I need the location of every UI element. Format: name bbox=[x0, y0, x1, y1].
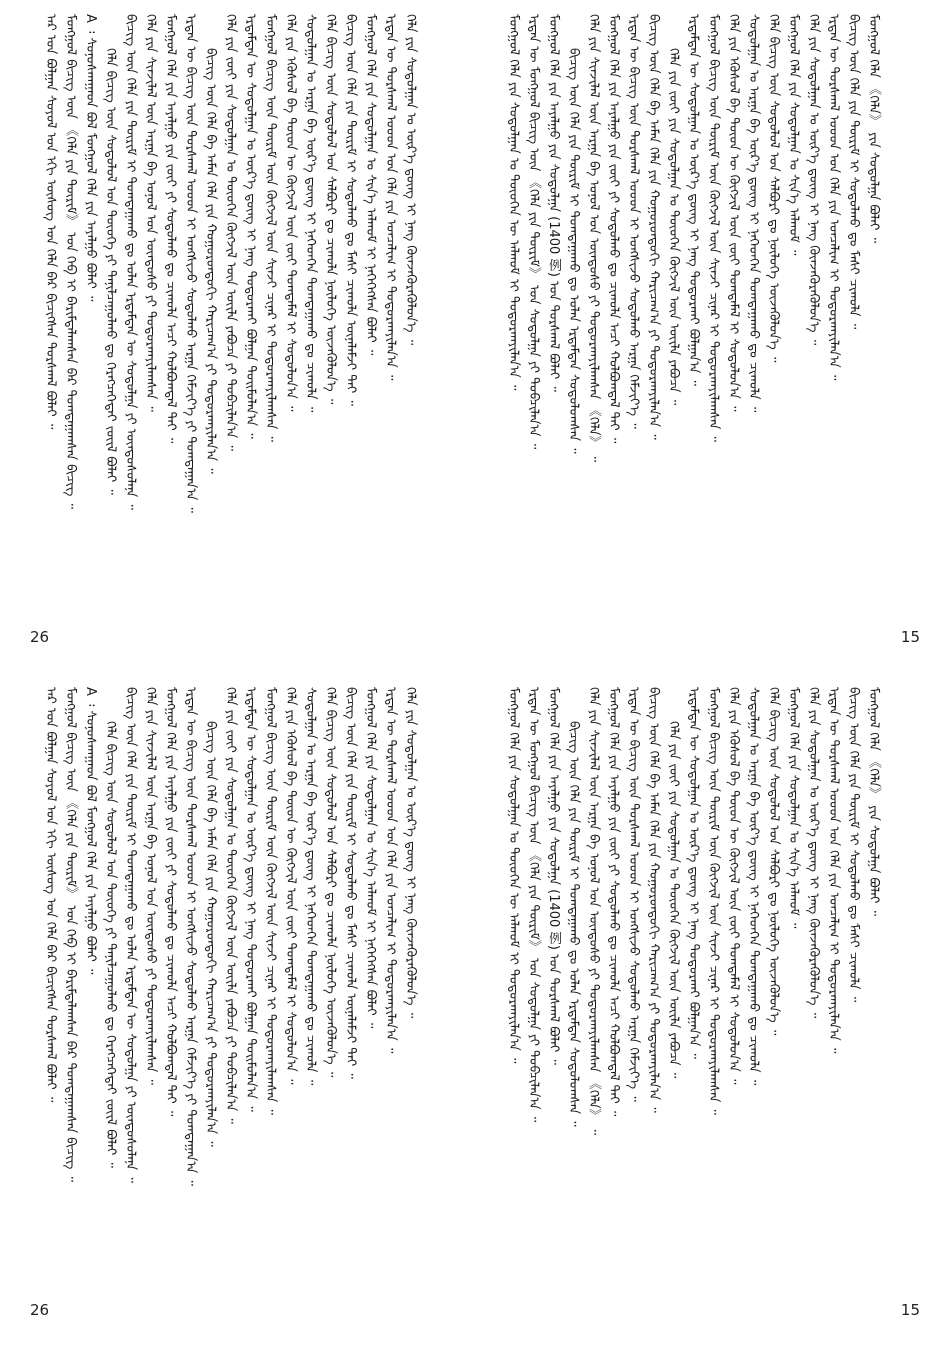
text-column bbox=[80, 687, 100, 1297]
text-column bbox=[783, 687, 803, 1297]
text-column bbox=[663, 687, 683, 1297]
text-column bbox=[783, 14, 803, 624]
text-line: ᠮᠣᠩᠭᠣᠯ ᠬᠡᠯᠡ 《ᠬᠡᠯᠡ》 ᠶᠢᠨ ᠰᠤᠳᠤᠯᠭᠠ ᠪᠣᠯᠠᠢ ᠃ bbox=[866, 14, 881, 244]
text-column bbox=[360, 14, 380, 624]
text-column bbox=[543, 14, 563, 624]
page-number: 26 bbox=[30, 1301, 50, 1319]
text-column bbox=[803, 687, 823, 1297]
text-column bbox=[823, 14, 843, 624]
text-line: ᠬᠡᠯᠡ ᠶᠢᠨ ᠵᠦᠢ ᠶᠢᠨ ᠰᠤᠳᠤᠯᠭᠠᠨ ᠤ ᠲᠦᠦᠬᠡᠨ ᠬᠦᠭᠵᠢᠯ ᠦᠨ ᠦᠢᠯᠡ ᠶᠠᠪᠤᠴᠠ ᠃ bbox=[666, 721, 681, 1079]
text-column bbox=[723, 14, 743, 624]
text-line: ᠮᠣᠩᠭᠣᠯ ᠪᠢᠴᠢᠭ ᠦᠨ 《ᠬᠡᠯᠡ ᠶᠢᠨ ᠳᠦᠷᠢᠮ》 ᠤᠨ ᠬᠡᠪ ᠢ ᠪᠠᠷᠢᠮᠳᠠᠯᠠᠭᠰᠠᠨ ᠪᠡᠷ ᠲᠣᠭᠲᠠᠭᠠᠭᠰᠠᠨ ᠪᠢᠴᠢᠭ ᠃ bbox=[63, 14, 78, 510]
text-line: ᠬᠡᠯᠡ ᠶᠢᠨ ᠡᠭᠦᠰᠦᠯ ᠪᠠ ᠲᠦᠦᠨ ᠦ ᠬᠦᠭᠵᠢᠯ ᠦᠨ ᠵᠦᠢ ᠲᠣᠭᠲᠠᠮᠠᠯ ᠢ ᠰᠤᠳᠤᠯᠤᠨ᠎ᠠ ᠃ bbox=[726, 14, 741, 412]
text-column bbox=[140, 687, 160, 1297]
text-line: ᠪᠢᠴᠢᠭ ᠦᠨ ᠬᠡᠯᠡ ᠪᠠ ᠠᠮᠠᠨ ᠬᠡᠯᠡ ᠶᠢᠨ ᠬᠣᠭᠣᠷᠣᠨᠳᠣᠬᠢ ᠬᠠᠷᠢᠴᠠᠭ᠎ᠠ ᠶᠢ ᠲᠣᠳᠣᠷᠬᠠᠶᠢᠯᠠᠨ᠎ᠠ ᠃ bbox=[203, 48, 218, 474]
text-line: ᠬᠡᠯᠡ ᠶᠢᠨ ᠰᠤᠳᠤᠯᠭᠠᠨ ᠤ ᠦᠷ᠎ᠡ ᠳ᠋ᠦᠩ ᠢ ᠨᠡᠩ ᠭᠦᠨᠵᠡᠭᠦᠷᠡᠭᠦᠯᠦᠨ᠎ᠡ ᠃ bbox=[806, 14, 821, 346]
text-line: ᠬᠡᠯᠡ ᠶᠢᠨ ᠡᠭᠦᠰᠦᠯ ᠪᠠ ᠲᠦᠦᠨ ᠦ ᠬᠦᠭᠵᠢᠯ ᠦᠨ ᠵᠦᠢ ᠲᠣᠭᠲᠠᠮᠠᠯ ᠢ ᠰᠤᠳᠤᠯᠤᠨ᠎ᠠ ᠃ bbox=[726, 687, 741, 1085]
text-column bbox=[503, 687, 523, 1297]
text-line: ᠡᠷᠲᠡᠨ ᠦ ᠮᠣᠩᠭᠣᠯ ᠪᠢᠴᠢᠭ ᠦᠨ 《ᠬᠡᠯᠡ ᠶᠢᠨ ᠳᠦᠷᠢᠮ》 ᠤᠨ ᠰᠤᠳᠤᠯᠭᠠ ᠶᠢ ᠲᠣᠪᠴᠢᠯᠠᠨ᠎ᠠ ᠃ bbox=[526, 687, 541, 1123]
text-column bbox=[240, 687, 260, 1297]
text-line: ᠬᠡᠯᠡ ᠶᠢᠨ ᠰᠢᠨᠵᠢᠯᠡᠯ ᠦᠨ ᠠᠷᠭᠠ ᠪᠠ ᠣᠨᠣᠯ ᠤᠨ ᠦᠨᠳᠦᠰᠦ ᠶᠢ ᠲᠣᠳᠣᠷᠬᠠᠶᠢᠯᠠᠭᠰᠠᠨ ᠃ bbox=[143, 14, 158, 412]
text-line: ᠮᠣᠩᠭᠣᠯ ᠪᠢᠴᠢᠭ ᠦᠨ ᠳᠦᠷᠢᠮ ᠦᠨ ᠬᠦᠭᠵᠢᠯ ᠦᠨ ᠰᠢᠨᠵᠢ ᠴᠢᠨᠠᠷ ᠢ ᠲᠣᠳᠣᠷᠬᠠᠶᠢᠯᠠᠭᠰᠠᠨ ᠃ bbox=[263, 687, 278, 1115]
text-column bbox=[663, 14, 683, 624]
text-line: ᠪᠢᠴᠢᠭ ᠦᠨ ᠬᠡᠯᠡ ᠪᠠ ᠠᠮᠠᠨ ᠬᠡᠯᠡ ᠶᠢᠨ ᠬᠣᠭᠣᠷᠣᠨᠳᠣᠬᠢ ᠬᠠᠷᠢᠴᠠᠭ᠎ᠠ ᠶᠢ ᠲᠣᠳᠣᠷᠬᠠᠶᠢᠯᠠᠨ᠎ᠠ ᠃ bbox=[646, 687, 661, 1113]
text-line: ᠬᠡᠯᠡ ᠶᠢᠨ ᠵᠦᠢ ᠶᠢᠨ ᠰᠤᠳᠤᠯᠭᠠᠨ ᠤ ᠲᠦᠦᠬᠡᠨ ᠬᠦᠭᠵᠢᠯ ᠦᠨ ᠦᠢᠯᠡ ᠶᠠᠪᠤᠴᠠ ᠶᠢ ᠲᠣᠪᠴᠢᠯᠠᠨ᠎ᠠ ᠃ bbox=[223, 687, 238, 1124]
text-line: ᠮᠣᠩᠭᠣᠯ ᠪᠢᠴᠢᠭ ᠦᠨ 《ᠬᠡᠯᠡ ᠶᠢᠨ ᠳᠦᠷᠢᠮ》 ᠤᠨ ᠬᠡᠪ ᠢ ᠪᠠᠷᠢᠮᠳᠠᠯᠠᠭᠰᠠᠨ ᠪᠡᠷ ᠲᠣᠭᠲᠠᠭᠠᠭᠰᠠᠨ ᠪᠢᠴᠢᠭ ᠃ bbox=[63, 687, 78, 1183]
text-column bbox=[160, 14, 180, 624]
text-line: ᠠᠷ ᠤᠨ ᠪᠣᠯᠭᠠᠨ ᠰᠣᠶᠣᠯ ᠤᠨ ᠡᠬᠢ ᠦᠰᠦᠭ ᠤᠨ ᠬᠡᠯᠡ ᠪᠡᠷ ᠪᠢᠴᠢᠭᠰᠡᠨ ᠳᠤᠷᠰᠬᠠᠯ ᠪᠣᠯᠠᠢ ᠃ bbox=[43, 687, 58, 1103]
text-column bbox=[863, 14, 883, 624]
text-line: ᠮᠣᠩᠭᠣᠯ ᠪᠢᠴᠢᠭ ᠦᠨ ᠳᠦᠷᠢᠮ ᠦᠨ ᠬᠦᠭᠵᠢᠯ ᠦᠨ ᠰᠢᠨᠵᠢ ᠴᠢᠨᠠᠷ ᠢ ᠲᠣᠳᠣᠷᠬᠠᠶᠢᠯᠠᠭᠰᠠᠨ ᠃ bbox=[706, 687, 721, 1115]
text-column bbox=[763, 687, 783, 1297]
text-column bbox=[583, 687, 603, 1297]
text-column bbox=[340, 14, 360, 624]
text-line: ᠪᠢᠴᠢᠭ ᠦᠨ ᠬᠡᠯᠡ ᠶᠢᠨ ᠳᠦᠷᠢᠮ ᠢ ᠰᠤᠳᠤᠯᠬᠤ ᠳᠤ ᠮᠠᠰᠢ ᠴᠢᠬᠤᠯᠠ ᠃ bbox=[846, 687, 861, 1003]
text-column bbox=[300, 687, 320, 1297]
text-line: ᠬᠡᠯᠡ ᠶᠢᠨ ᠰᠢᠨᠵᠢᠯᠡᠯ ᠦᠨ ᠠᠷᠭᠠ ᠪᠠ ᠣᠨᠣᠯ ᠤᠨ ᠦᠨᠳᠦᠰᠦ ᠶᠢ ᠲᠣᠳᠣᠷᠬᠠᠶᠢᠯᠠᠭᠰᠠᠨ 《ᠬᠡᠯᠡ》 ᠃ bbox=[586, 687, 601, 1136]
text-column bbox=[723, 687, 743, 1297]
text-line: ᠬᠡᠯᠡ ᠶᠢᠨ ᠰᠢᠨᠵᠢᠯᠡᠯ ᠦᠨ ᠠᠷᠭᠠ ᠪᠠ ᠣᠨᠣᠯ ᠤᠨ ᠦᠨᠳᠦᠰᠦ ᠶᠢ ᠲᠣᠳᠣᠷᠬᠠᠶᠢᠯᠠᠭᠰᠠᠨ ᠃ bbox=[143, 687, 158, 1085]
text-column bbox=[280, 687, 300, 1297]
text-column bbox=[220, 14, 240, 624]
text-column bbox=[320, 687, 340, 1297]
text-column bbox=[703, 687, 723, 1297]
text-line: ᠡᠷᠲᠡᠨ ᠦ ᠮᠣᠩᠭᠣᠯ ᠪᠢᠴᠢᠭ ᠦᠨ 《ᠬᠡᠯᠡ ᠶᠢᠨ ᠳᠦᠷᠢᠮ》 ᠤᠨ ᠰᠤᠳᠤᠯᠭᠠ ᠶᠢ ᠲᠣᠪᠴᠢᠯᠠᠨ᠎ᠠ ᠃ bbox=[526, 14, 541, 450]
text-column bbox=[643, 14, 663, 624]
text-column bbox=[823, 687, 843, 1297]
text-columns bbox=[40, 14, 450, 624]
text-line: ᠰᠤᠳᠤᠯᠭᠠᠨ ᠤ ᠠᠷᠭᠠ ᠪᠠ ᠦᠷ᠎ᠡ ᠳ᠋ᠦᠩ ᠢ ᠨᠡᠭᠡᠳᠬᠡᠨ ᠲᠣᠭᠲᠠᠭᠠᠬᠤ ᠳᠤ ᠴᠢᠬᠤᠯᠠ ᠃ bbox=[746, 14, 761, 413]
text-column bbox=[100, 14, 120, 624]
text-column bbox=[140, 14, 160, 624]
text-column bbox=[100, 687, 120, 1297]
spread-bottom bbox=[0, 673, 950, 1345]
text-column bbox=[683, 687, 703, 1297]
text-line: ᠮᠣᠩᠭᠣᠯ ᠬᠡᠯᠡ ᠶᠢᠨ ᠰᠤᠳᠤᠯᠭᠠᠨ ᠤ ᠰᠢᠨ᠎ᠡ ᠠᠯᠬᠤᠮ ᠃ bbox=[786, 687, 801, 929]
text-column bbox=[563, 687, 583, 1297]
text-line: ᠡᠷᠲᠡᠨ ᠦ ᠳᠤᠷᠰᠬᠠᠯ ᠤᠤᠳ ᠤᠨ ᠬᠡᠯᠡ ᠶᠢᠨ ᠣᠨᠴᠠᠯᠢᠭ ᠢ ᠲᠣᠳᠣᠷᠬᠠᠶᠢᠯᠠᠨ᠎ᠠ ᠃ bbox=[826, 14, 841, 381]
text-column bbox=[623, 687, 643, 1297]
text-column bbox=[843, 14, 863, 624]
text-column bbox=[743, 14, 763, 624]
text-column bbox=[643, 687, 663, 1297]
text-line: ᠮᠣᠩᠭᠣᠯ ᠬᠡᠯᠡ ᠶᠢᠨ ᠠᠶᠠᠯᠭᠤ ᠶᠢᠨ ᠵᠦᠢ ᠶᠢ ᠰᠤᠳᠤᠯᠬᠤ ᠳᠤ ᠴᠢᠬᠤᠯᠠ ᠠᠴᠢ ᠬᠣᠯᠪᠣᠭᠳᠠᠯ ᠲᠠᠢ ᠃ bbox=[606, 14, 621, 444]
text-column bbox=[523, 687, 543, 1297]
text-column bbox=[400, 687, 420, 1297]
text-line: ᠮᠣᠩᠭᠣᠯ ᠬᠡᠯᠡ ᠶᠢᠨ ᠰᠤᠳᠤᠯᠭᠠᠨ ᠤ ᠲᠦᠦᠬᠡᠨ ᠦ ᠠᠯᠬᠤᠮ ᠢ ᠲᠣᠳᠣᠷᠬᠠᠶᠢᠯᠠᠨ᠎ᠠ ᠃ bbox=[506, 14, 521, 391]
text-line: ᠬᠡᠯᠡ ᠶᠢᠨ ᠵᠦᠢ ᠶᠢᠨ ᠰᠤᠳᠤᠯᠭᠠᠨ ᠤ ᠲᠦᠦᠬᠡᠨ ᠬᠦᠭᠵᠢᠯ ᠦᠨ ᠦᠢᠯᠡ ᠶᠠᠪᠤᠴᠠ ᠃ bbox=[666, 48, 681, 406]
text-column bbox=[260, 14, 280, 624]
page-number: 15 bbox=[900, 628, 920, 646]
text-column bbox=[340, 687, 360, 1297]
page-number: 26 bbox=[30, 628, 50, 646]
text-line: ᠪᠢᠴᠢᠭ ᠦᠨ ᠬᠡᠯᠡ ᠪᠠ ᠠᠮᠠᠨ ᠬᠡᠯᠡ ᠶᠢᠨ ᠬᠣᠭᠣᠷᠣᠨᠳᠣᠬᠢ ᠬᠠᠷᠢᠴᠠᠭ᠎ᠠ ᠶᠢ ᠲᠣᠳᠣᠷᠬᠠᠶᠢᠯᠠᠨ᠎ᠠ ᠃ bbox=[646, 14, 661, 440]
spread-top bbox=[0, 0, 950, 672]
text-line: ᠰᠤᠳᠤᠯᠭᠠᠨ ᠤ ᠠᠷᠭᠠ ᠪᠠ ᠦᠷ᠎ᠡ ᠳ᠋ᠦᠩ ᠢ ᠨᠡᠭᠡᠳᠬᠡᠨ ᠲᠣᠭᠲᠠᠭᠠᠬᠤ ᠳᠤ ᠴᠢᠬᠤᠯᠠ ᠃ bbox=[303, 14, 318, 413]
text-line: ᠮᠣᠩᠭᠣᠯ ᠬᠡᠯᠡ ᠶᠢᠨ ᠰᠤᠳᠤᠯᠭᠠᠨ ᠤ ᠲᠦᠦᠬᠡᠨ ᠦ ᠠᠯᠬᠤᠮ ᠢ ᠲᠣᠳᠣᠷᠬᠠᠶᠢᠯᠠᠨ᠎ᠠ ᠃ bbox=[506, 687, 521, 1064]
text-line: ᠬᠡᠯᠡ ᠪᠢᠴᠢᠭ ᠦᠨ ᠰᠤᠳᠤᠯᠤᠯ ᠤᠨ ᠰᠠᠯᠪᠤᠷᠢ ᠳᠤ ᠨᠥᠯᠦᠭᠡ ᠦᠵᠡᠭᠦᠯᠦᠨ᠎ᠡ ᠃ bbox=[766, 14, 781, 363]
text-column bbox=[683, 14, 703, 624]
text-column bbox=[240, 14, 260, 624]
text-line: ᠮᠣᠩᠭᠣᠯ ᠬᠡᠯᠡ ᠶᠢᠨ ᠠᠶᠠᠯᠭᠤ ᠶᠢᠨ ᠵᠦᠢ ᠶᠢ ᠰᠤᠳᠤᠯᠬᠤ ᠳᠤ ᠴᠢᠬᠤᠯᠠ ᠠᠴᠢ ᠬᠣᠯᠪᠣᠭᠳᠠᠯ ᠲᠠᠢ ᠃ bbox=[163, 14, 178, 444]
text-line: ᠪᠢᠴᠢᠭ ᠦᠨ ᠬᠡᠯᠡ ᠶᠢᠨ ᠳᠦᠷᠢᠮ ᠢ ᠲᠣᠭᠲᠠᠭᠠᠬᠤ ᠳᠤ ᠣᠯᠠᠨ ᠡᠷᠳᠡᠮᠲᠡᠨ ᠰᠤᠳᠤᠯᠤᠭᠰᠠᠨ ᠃ bbox=[566, 721, 581, 1127]
text-line: ᠬᠡᠯᠡ ᠶᠢᠨ ᠰᠤᠳᠤᠯᠭᠠᠨ ᠤ ᠦᠷ᠎ᠡ ᠳ᠋ᠦᠩ ᠢ ᠨᠡᠩ ᠭᠦᠨᠵᠡᠭᠦᠷᠡᠭᠦᠯᠦᠨ᠎ᠡ ᠃ bbox=[403, 14, 418, 346]
text-line: A ᠄ ᠰᠣᠨᠣᠰᠬᠠᠭᠠᠳ ᠪᠣᠯ ᠮᠣᠩᠭᠣᠯ ᠬᠡᠯᠡ ᠶᠢᠨ ᠠᠶᠠᠯᠭᠤ ᠪᠣᠯᠠᠢ ᠃ bbox=[83, 687, 98, 975]
text-column bbox=[543, 687, 563, 1297]
text-line: ᠮᠣᠩᠭᠣᠯ ᠪᠢᠴᠢᠭ ᠦᠨ ᠳᠦᠷᠢᠮ ᠦᠨ ᠬᠦᠭᠵᠢᠯ ᠦᠨ ᠰᠢᠨᠵᠢ ᠴᠢᠨᠠᠷ ᠢ ᠲᠣᠳᠣᠷᠬᠠᠶᠢᠯᠠᠭᠰᠠᠨ ᠃ bbox=[263, 14, 278, 442]
text-column bbox=[80, 14, 100, 624]
text-column bbox=[400, 14, 420, 624]
text-column bbox=[260, 687, 280, 1297]
text-column bbox=[60, 14, 80, 624]
text-line: ᠮᠣᠩᠭᠣᠯ ᠬᠡᠯᠡ ᠶᠢᠨ ᠰᠤᠳᠤᠯᠭᠠᠨ ᠤ ᠰᠢᠨ᠎ᠡ ᠠᠯᠬᠤᠮ ᠃ bbox=[786, 14, 801, 256]
text-column bbox=[40, 687, 60, 1297]
page-15-top bbox=[475, 0, 950, 672]
text-column bbox=[763, 14, 783, 624]
text-column bbox=[703, 14, 723, 624]
text-column bbox=[623, 14, 643, 624]
text-line: ᠬᠡᠯᠡ ᠪᠢᠴᠢᠭ ᠦᠨ ᠰᠤᠳᠤᠯᠤᠯ ᠤᠨ ᠰᠠᠯᠪᠤᠷᠢ ᠳᠤ ᠴᠢᠬᠤᠯᠠ ᠨᠥᠯᠦᠭᠡ ᠦᠵᠡᠭᠦᠯᠦᠨ᠎ᠡ ᠃ bbox=[323, 14, 338, 405]
text-line: ᠪᠢᠴᠢᠭ ᠦᠨ ᠬᠡᠯᠡ ᠶᠢᠨ ᠳᠦᠷᠢᠮ ᠢ ᠲᠣᠭᠲᠠᠭᠠᠬᠤ ᠳᠤ ᠣᠯᠠᠨ ᠡᠷᠳᠡᠮᠲᠡᠨ ᠦ ᠰᠤᠳᠤᠯᠭᠠ ᠶᠢ ᠦᠨᠳᠦᠰᠦᠯᠡᠨᠡ ᠃ bbox=[123, 14, 138, 510]
text-line: ᠡᠷᠳᠡᠮᠲᠡᠨ ᠦ ᠰᠤᠳᠤᠯᠭᠠᠨ ᠤ ᠦᠷ᠎ᠡ ᠳ᠋ᠦᠩ ᠢ ᠨᠡᠩ ᠲᠣᠳᠣᠷᠬᠠᠢ ᠪᠣᠯᠭᠠᠨ᠎ᠠ ᠃ bbox=[686, 14, 701, 386]
text-column bbox=[320, 14, 340, 624]
text-column bbox=[503, 14, 523, 624]
text-column bbox=[180, 14, 200, 624]
text-line: ᠮᠣᠩᠭᠣᠯ ᠬᠡᠯᠡ ᠶᠢᠨ ᠰᠤᠳᠤᠯᠭᠠᠨ ᠤ ᠰᠢᠨ᠎ᠡ ᠠᠯᠬᠤᠮ ᠢ ᠨᠡᠭᠡᠭᠡᠭᠰᠡᠨ ᠪᠣᠯᠠᠢ ᠃ bbox=[363, 14, 378, 356]
text-column bbox=[603, 687, 623, 1297]
text-column bbox=[60, 687, 80, 1297]
text-line: ᠬᠡᠯᠡ ᠪᠢᠴᠢᠭ ᠦᠨ ᠰᠤᠳᠤᠯᠤᠯ ᠤᠨ ᠰᠠᠯᠪᠤᠷᠢ ᠳᠤ ᠨᠥᠯᠦᠭᠡ ᠦᠵᠡᠭᠦᠯᠦᠨ᠎ᠡ ᠃ bbox=[766, 687, 781, 1036]
text-line: ᠮᠣᠩᠭᠣᠯ ᠬᠡᠯᠡ ᠶᠢᠨ ᠰᠤᠳᠤᠯᠭᠠᠨ ᠤ ᠰᠢᠨ᠎ᠡ ᠠᠯᠬᠤᠮ ᠢ ᠨᠡᠭᠡᠭᠡᠭᠰᠡᠨ ᠪᠣᠯᠠᠢ ᠃ bbox=[363, 687, 378, 1029]
text-column bbox=[280, 14, 300, 624]
text-column bbox=[160, 687, 180, 1297]
page-15-bottom bbox=[475, 673, 950, 1345]
text-line: ᠬᠡᠯᠡ ᠶᠢᠨ ᠵᠦᠢ ᠶᠢᠨ ᠰᠤᠳᠤᠯᠭᠠᠨ ᠤ ᠲᠦᠦᠬᠡᠨ ᠬᠦᠭᠵᠢᠯ ᠦᠨ ᠦᠢᠯᠡ ᠶᠠᠪᠤᠴᠠ ᠶᠢ ᠲᠣᠪᠴᠢᠯᠠᠨ᠎ᠠ ᠃ bbox=[223, 14, 238, 451]
text-column bbox=[220, 687, 240, 1297]
text-line: ᠬᠡᠯᠡ ᠶᠢᠨ ᠰᠤᠳᠤᠯᠭᠠᠨ ᠤ ᠦᠷ᠎ᠡ ᠳ᠋ᠦᠩ ᠢ ᠨᠡᠩ ᠭᠦᠨᠵᠡᠭᠦᠷᠡᠭᠦᠯᠦᠨ᠎ᠡ ᠃ bbox=[403, 687, 418, 1019]
text-line: ᠬᠡᠯᠡ ᠶᠢᠨ ᠡᠭᠦᠰᠦᠯ ᠪᠠ ᠲᠦᠦᠨ ᠦ ᠬᠦᠭᠵᠢᠯ ᠦᠨ ᠵᠦᠢ ᠲᠣᠭᠲᠠᠮᠠᠯ ᠢ ᠰᠤᠳᠤᠯᠤᠨ᠎ᠠ ᠃ bbox=[283, 14, 298, 412]
text-line: ᠬᠡᠯᠡ ᠪᠢᠴᠢᠭ ᠦᠨ ᠰᠤᠳᠤᠯᠤᠯ ᠤᠨ ᠲᠦᠦᠬᠡ ᠶᠢ ᠲᠠᠨᠢᠯᠴᠠᠭᠤᠯᠬᠤ ᠳᠤ ᠬᠡᠷᠡᠭᠴᠡᠭᠡᠲᠡᠢ ᠵᠦᠢᠯ ᠪᠣᠯᠠᠢ ᠃ bbox=[103, 48, 118, 495]
text-line: A ᠄ ᠰᠣᠨᠣᠰᠬᠠᠭᠠᠳ ᠪᠣᠯ ᠮᠣᠩᠭᠣᠯ ᠬᠡᠯᠡ ᠶᠢᠨ ᠠᠶᠠᠯᠭᠤ ᠪᠣᠯᠠᠢ ᠃ bbox=[83, 14, 98, 302]
text-column bbox=[180, 687, 200, 1297]
text-line: ᠪᠢᠴᠢᠭ ᠦᠨ ᠬᠡᠯᠡ ᠶᠢᠨ ᠳᠦᠷᠢᠮ ᠢ ᠰᠤᠳᠤᠯᠬᠤ ᠳᠤ ᠮᠠᠰᠢ ᠴᠢᠬᠤᠯᠠ ᠃ bbox=[846, 14, 861, 330]
text-column bbox=[300, 14, 320, 624]
text-line: ᠡᠷᠲᠡᠨ ᠦ ᠪᠢᠴᠢᠭ ᠦᠨ ᠳᠤᠷᠰᠬᠠᠯ ᠤᠤᠳ ᠢ ᠤᠩᠰᠢᠵᠤ ᠰᠤᠳᠤᠯᠬᠤ ᠠᠷᠭᠠ ᠬᠡᠮᠵᠢᠶ᠎ᠡ ᠶᠢ ᠲᠣᠭᠲᠠᠭᠠᠨ᠎ᠠ ᠃ bbox=[183, 14, 198, 513]
text-line: ᠡᠷᠲᠡᠨ ᠦ ᠪᠢᠴᠢᠭ ᠦᠨ ᠳᠤᠷᠰᠬᠠᠯ ᠤᠤᠳ ᠢ ᠤᠩᠰᠢᠵᠤ ᠰᠤᠳᠤᠯᠬᠤ ᠠᠷᠭᠠ ᠬᠡᠮᠵᠢᠶ᠎ᠡ ᠃ bbox=[626, 687, 641, 1102]
text-line: ᠡᠷᠲᠡᠨ ᠦ ᠳᠤᠷᠰᠬᠠᠯ ᠤᠤᠳ ᠤᠨ ᠬᠡᠯᠡ ᠶᠢᠨ ᠣᠨᠴᠠᠯᠢᠭ ᠢ ᠲᠣᠳᠣᠷᠬᠠᠶᠢᠯᠠᠨ᠎ᠠ ᠃ bbox=[383, 14, 398, 381]
text-column bbox=[603, 14, 623, 624]
text-line: ᠬᠡᠯᠡ ᠪᠢᠴᠢᠭ ᠦᠨ ᠰᠤᠳᠤᠯᠤᠯ ᠤᠨ ᠰᠠᠯᠪᠤᠷᠢ ᠳᠤ ᠴᠢᠬᠤᠯᠠ ᠨᠥᠯᠦᠭᠡ ᠦᠵᠡᠭᠦᠯᠦᠨ᠎ᠡ ᠃ bbox=[323, 687, 338, 1078]
text-column bbox=[40, 14, 60, 624]
text-line: ᠡᠷᠲᠡᠨ ᠦ ᠳᠤᠷᠰᠬᠠᠯ ᠤᠤᠳ ᠤᠨ ᠬᠡᠯᠡ ᠶᠢᠨ ᠣᠨᠴᠠᠯᠢᠭ ᠢ ᠲᠣᠳᠣᠷᠬᠠᠶᠢᠯᠠᠨ᠎ᠠ ᠃ bbox=[826, 687, 841, 1054]
text-column bbox=[563, 14, 583, 624]
text-line: ᠡᠷᠳᠡᠮᠲᠡᠨ ᠦ ᠰᠤᠳᠤᠯᠭᠠᠨ ᠤ ᠦᠷ᠎ᠡ ᠳ᠋ᠦᠩ ᠢ ᠨᠡᠩ ᠲᠣᠳᠣᠷᠬᠠᠢ ᠪᠣᠯᠭᠠᠨ ᠲᠣᠢᠮᠣᠯᠠᠨ᠎ᠠ ᠃ bbox=[243, 687, 258, 1112]
text-line: ᠪᠢᠴᠢᠭ ᠦᠨ ᠬᠡᠯᠡ ᠶᠢᠨ ᠳᠦᠷᠢᠮ ᠢ ᠰᠤᠳᠤᠯᠬᠤ ᠳᠤ ᠮᠠᠰᠢ ᠴᠢᠬᠤᠯᠠ ᠦᠨᠡᠯᠡᠮᠵᠢ ᠲᠠᠢ ᠃ bbox=[343, 14, 358, 406]
text-line: ᠡᠷᠲᠡᠨ ᠦ ᠪᠢᠴᠢᠭ ᠦᠨ ᠳᠤᠷᠰᠬᠠᠯ ᠤᠤᠳ ᠢ ᠤᠩᠰᠢᠵᠤ ᠰᠤᠳᠤᠯᠬᠤ ᠠᠷᠭᠠ ᠬᠡᠮᠵᠢᠶ᠎ᠡ ᠃ bbox=[626, 14, 641, 429]
text-column bbox=[380, 687, 400, 1297]
text-column bbox=[120, 687, 140, 1297]
text-line: ᠪᠢᠴᠢᠭ ᠦᠨ ᠬᠡᠯᠡ ᠶᠢᠨ ᠳᠦᠷᠢᠮ ᠢ ᠰᠤᠳᠤᠯᠬᠤ ᠳᠤ ᠮᠠᠰᠢ ᠴᠢᠬᠤᠯᠠ ᠦᠨᠡᠯᠡᠮᠵᠢ ᠲᠠᠢ ᠃ bbox=[343, 687, 358, 1079]
text-column bbox=[843, 687, 863, 1297]
text-line: ᠡᠷᠳᠡᠮᠲᠡᠨ ᠦ ᠰᠤᠳᠤᠯᠭᠠᠨ ᠤ ᠦᠷ᠎ᠡ ᠳ᠋ᠦᠩ ᠢ ᠨᠡᠩ ᠲᠣᠳᠣᠷᠬᠠᠢ ᠪᠣᠯᠭᠠᠨ᠎ᠠ ᠃ bbox=[686, 687, 701, 1059]
text-column bbox=[120, 14, 140, 624]
text-line: ᠪᠢᠴᠢᠭ ᠦᠨ ᠬᠡᠯᠡ ᠶᠢᠨ ᠳᠦᠷᠢᠮ ᠢ ᠲᠣᠭᠲᠠᠭᠠᠬᠤ ᠳᠤ ᠣᠯᠠᠨ ᠡᠷᠳᠡᠮᠲᠡᠨ ᠦ ᠰᠤᠳᠤᠯᠭᠠ ᠶᠢ ᠦᠨᠳᠦᠰᠦᠯᠡᠨᠡ ᠃ bbox=[123, 687, 138, 1183]
text-column bbox=[803, 14, 823, 624]
text-line: ᠡᠷᠳᠡᠮᠲᠡᠨ ᠦ ᠰᠤᠳᠤᠯᠭᠠᠨ ᠤ ᠦᠷ᠎ᠡ ᠳ᠋ᠦᠩ ᠢ ᠨᠡᠩ ᠲᠣᠳᠣᠷᠬᠠᠢ ᠪᠣᠯᠭᠠᠨ ᠲᠣᠢᠮᠣᠯᠠᠨ᠎ᠠ ᠃ bbox=[243, 14, 258, 439]
text-line: ᠪᠢᠴᠢᠭ ᠦᠨ ᠬᠡᠯᠡ ᠶᠢᠨ ᠳᠦᠷᠢᠮ ᠢ ᠲᠣᠭᠲᠠᠭᠠᠬᠤ ᠳᠤ ᠣᠯᠠᠨ ᠡᠷᠳᠡᠮᠲᠡᠨ ᠰᠤᠳᠤᠯᠤᠭᠰᠠᠨ ᠃ bbox=[566, 48, 581, 454]
page-number: 15 bbox=[900, 1301, 920, 1319]
text-line: ᠮᠣᠩᠭᠣᠯ ᠬᠡᠯᠡ ᠶᠢᠨ ᠠᠶᠠᠯᠭᠤ ᠶᠢᠨ ᠵᠦᠢ ᠶᠢ ᠰᠤᠳᠤᠯᠬᠤ ᠳᠤ ᠴᠢᠬᠤᠯᠠ ᠠᠴᠢ ᠬᠣᠯᠪᠣᠭᠳᠠᠯ ᠲᠠᠢ ᠃ bbox=[606, 687, 621, 1117]
page-26-bottom bbox=[0, 673, 475, 1345]
page-26-top bbox=[0, 0, 475, 672]
text-columns bbox=[503, 687, 903, 1297]
text-line: ᠰᠤᠳᠤᠯᠭᠠᠨ ᠤ ᠠᠷᠭᠠ ᠪᠠ ᠦᠷ᠎ᠡ ᠳ᠋ᠦᠩ ᠢ ᠨᠡᠭᠡᠳᠬᠡᠨ ᠲᠣᠭᠲᠠᠭᠠᠬᠤ ᠳᠤ ᠴᠢᠬᠤᠯᠠ ᠃ bbox=[746, 687, 761, 1086]
text-line: ᠮᠣᠩᠭᠣᠯ ᠬᠡᠯᠡ ᠶᠢᠨ ᠠᠶᠠᠯᠭᠤ ᠶᠢᠨ ᠰᠤᠳᠤᠯᠭᠠ (1400 例) ᠤᠨ ᠳᠤᠷᠰᠬᠠᠯ ᠪᠣᠯᠠᠢ ᠃ bbox=[546, 14, 561, 392]
text-columns bbox=[503, 14, 903, 624]
text-line: ᠡᠷᠲᠡᠨ ᠦ ᠪᠢᠴᠢᠭ ᠦᠨ ᠳᠤᠷᠰᠬᠠᠯ ᠤᠤᠳ ᠢ ᠤᠩᠰᠢᠵᠤ ᠰᠤᠳᠤᠯᠬᠤ ᠠᠷᠭᠠ ᠬᠡᠮᠵᠢᠶ᠎ᠡ ᠶᠢ ᠲᠣᠭᠲᠠᠭᠠᠨ᠎ᠠ ᠃ bbox=[183, 687, 198, 1186]
text-columns bbox=[40, 687, 450, 1297]
text-column bbox=[583, 14, 603, 624]
text-line: ᠠᠷ ᠤᠨ ᠪᠣᠯᠭᠠᠨ ᠰᠣᠶᠣᠯ ᠤᠨ ᠡᠬᠢ ᠦᠰᠦᠭ ᠤᠨ ᠬᠡᠯᠡ ᠪᠡᠷ ᠪᠢᠴᠢᠭᠰᠡᠨ ᠳᠤᠷᠰᠬᠠᠯ ᠪᠣᠯᠠᠢ ᠃ bbox=[43, 14, 58, 430]
text-line: ᠬᠡᠯᠡ ᠶᠢᠨ ᠡᠭᠦᠰᠦᠯ ᠪᠠ ᠲᠦᠦᠨ ᠦ ᠬᠦᠭᠵᠢᠯ ᠦᠨ ᠵᠦᠢ ᠲᠣᠭᠲᠠᠮᠠᠯ ᠢ ᠰᠤᠳᠤᠯᠤᠨ᠎ᠠ ᠃ bbox=[283, 687, 298, 1085]
text-line: ᠮᠣᠩᠭᠣᠯ ᠬᠡᠯᠡ 《ᠬᠡᠯᠡ》 ᠶᠢᠨ ᠰᠤᠳᠤᠯᠭᠠ ᠪᠣᠯᠠᠢ ᠃ bbox=[866, 687, 881, 917]
text-line: ᠡᠷᠲᠡᠨ ᠦ ᠳᠤᠷᠰᠬᠠᠯ ᠤᠤᠳ ᠤᠨ ᠬᠡᠯᠡ ᠶᠢᠨ ᠣᠨᠴᠠᠯᠢᠭ ᠢ ᠲᠣᠳᠣᠷᠬᠠᠶᠢᠯᠠᠨ᠎ᠠ ᠃ bbox=[383, 687, 398, 1054]
text-line: ᠮᠣᠩᠭᠣᠯ ᠬᠡᠯᠡ ᠶᠢᠨ ᠠᠶᠠᠯᠭᠤ ᠶᠢᠨ ᠰᠤᠳᠤᠯᠭᠠ (1400 例) ᠤᠨ ᠳᠤᠷᠰᠬᠠᠯ ᠪᠣᠯᠠᠢ ᠃ bbox=[546, 687, 561, 1065]
text-line: ᠪᠢᠴᠢᠭ ᠦᠨ ᠬᠡᠯᠡ ᠪᠠ ᠠᠮᠠᠨ ᠬᠡᠯᠡ ᠶᠢᠨ ᠬᠣᠭᠣᠷᠣᠨᠳᠣᠬᠢ ᠬᠠᠷᠢᠴᠠᠭ᠎ᠠ ᠶᠢ ᠲᠣᠳᠣᠷᠬᠠᠶᠢᠯᠠᠨ᠎ᠠ ᠃ bbox=[203, 721, 218, 1147]
text-line: ᠬᠡᠯᠡ ᠶᠢᠨ ᠰᠤᠳᠤᠯᠭᠠᠨ ᠤ ᠦᠷ᠎ᠡ ᠳ᠋ᠦᠩ ᠢ ᠨᠡᠩ ᠭᠦᠨᠵᠡᠭᠦᠷᠡᠭᠦᠯᠦᠨ᠎ᠡ ᠃ bbox=[806, 687, 821, 1019]
text-column bbox=[863, 687, 883, 1297]
text-column bbox=[743, 687, 763, 1297]
text-line: ᠰᠤᠳᠤᠯᠭᠠᠨ ᠤ ᠠᠷᠭᠠ ᠪᠠ ᠦᠷ᠎ᠡ ᠳ᠋ᠦᠩ ᠢ ᠨᠡᠭᠡᠳᠬᠡᠨ ᠲᠣᠭᠲᠠᠭᠠᠬᠤ ᠳᠤ ᠴᠢᠬᠤᠯᠠ ᠃ bbox=[303, 687, 318, 1086]
text-line: ᠮᠣᠩᠭᠣᠯ ᠪᠢᠴᠢᠭ ᠦᠨ ᠳᠦᠷᠢᠮ ᠦᠨ ᠬᠦᠭᠵᠢᠯ ᠦᠨ ᠰᠢᠨᠵᠢ ᠴᠢᠨᠠᠷ ᠢ ᠲᠣᠳᠣᠷᠬᠠᠶᠢᠯᠠᠭᠰᠠᠨ ᠃ bbox=[706, 14, 721, 442]
text-line: ᠬᠡᠯᠡ ᠶᠢᠨ ᠰᠢᠨᠵᠢᠯᠡᠯ ᠦᠨ ᠠᠷᠭᠠ ᠪᠠ ᠣᠨᠣᠯ ᠤᠨ ᠦᠨᠳᠦᠰᠦ ᠶᠢ ᠲᠣᠳᠣᠷᠬᠠᠶᠢᠯᠠᠭᠰᠠᠨ 《ᠬᠡᠯᠡ》 ᠃ bbox=[586, 14, 601, 463]
text-column bbox=[360, 687, 380, 1297]
text-column bbox=[200, 14, 220, 624]
text-line: ᠮᠣᠩᠭᠣᠯ ᠬᠡᠯᠡ ᠶᠢᠨ ᠠᠶᠠᠯᠭᠤ ᠶᠢᠨ ᠵᠦᠢ ᠶᠢ ᠰᠤᠳᠤᠯᠬᠤ ᠳᠤ ᠴᠢᠬᠤᠯᠠ ᠠᠴᠢ ᠬᠣᠯᠪᠣᠭᠳᠠᠯ ᠲᠠᠢ ᠃ bbox=[163, 687, 178, 1117]
text-column bbox=[523, 14, 543, 624]
text-line: ᠬᠡᠯᠡ ᠪᠢᠴᠢᠭ ᠦᠨ ᠰᠤᠳᠤᠯᠤᠯ ᠤᠨ ᠲᠦᠦᠬᠡ ᠶᠢ ᠲᠠᠨᠢᠯᠴᠠᠭᠤᠯᠬᠤ ᠳᠤ ᠬᠡᠷᠡᠭᠴᠡᠭᠡᠲᠡᠢ ᠵᠦᠢᠯ ᠪᠣᠯᠠᠢ ᠃ bbox=[103, 721, 118, 1168]
text-column bbox=[380, 14, 400, 624]
text-column bbox=[200, 687, 220, 1297]
